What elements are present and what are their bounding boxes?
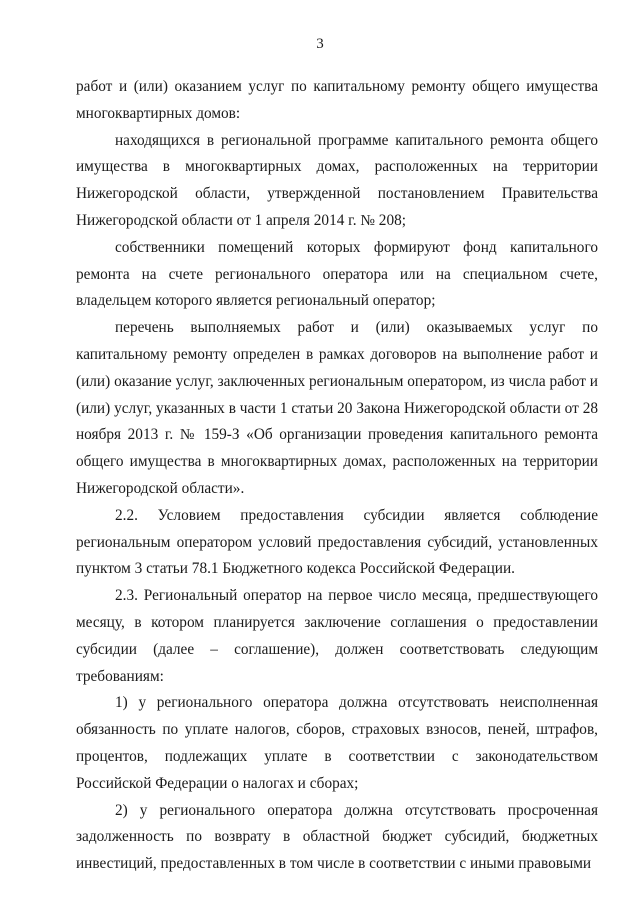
paragraph-owners: собственники помещений которых формируют фонд капитального ремонта на счете регионального оператора или на специальном счете, владельцем которого является региональный оператор; bbox=[76, 238, 598, 310]
paragraph-requirement-2: 2) у регионального оператора должна отсутствовать просроченная задолженность по возврату в областной бюджет субсидий, бюджетных инвестиций, предоставленных в том числе в соответствии с иными правовыми bbox=[76, 801, 598, 873]
page-number: 3 bbox=[316, 36, 324, 52]
paragraph-2-3: 2.3. Региональный оператор на первое число месяца, предшествующего месяцу, в котором планируется заключение соглашения о предоставлении субсидии (далее – соглашение), должен соответствовать следующим требованиям: bbox=[76, 587, 598, 685]
document-body bbox=[76, 74, 598, 878]
paragraph-continuation: работ и (или) оказанием услуг по капитальному ремонту общего имущества многоквартирных домов: bbox=[76, 78, 598, 122]
paragraph-2-2: 2.2. Условием предоставления субсидии является соблюдение региональным оператором условий предоставления субсидий, установленных пунктом 3 статьи 78.1 Бюджетного кодекса Российской Федерации. bbox=[76, 506, 598, 578]
paragraph-requirement-1: 1) у регионального оператора должна отсутствовать неисполненная обязанность по уплате налогов, сборов, страховых взносов, пеней, штрафов, процентов, подлежащих уплате в соответствии с законодательством Российской Федерации о налогах и сборах; bbox=[76, 694, 598, 792]
paragraph-works-list: перечень выполняемых работ и (или) оказываемых услуг по капитальному ремонту определен в рамках договоров на выполнение работ и (или) оказание услуг, заключенных региональным оператором, из числа работ и (или) услуг, указанных в части 1 статьи 20 Закона Нижегородской области от 28 ноября 2013 г. № 159-З «Об организации проведения капитального ремонта общего имущества в многоквартирных домах, расположенных на территории Нижегородской области». bbox=[76, 319, 598, 497]
paragraph-regional-program: находящихся в региональной программе капитального ремонта общего имущества в многоквартирных домах, расположенных на территории Нижегородской области, утвержденной постановлением Правительства Нижегородской области от 1 апреля 2014 г. № 208; bbox=[76, 131, 598, 229]
